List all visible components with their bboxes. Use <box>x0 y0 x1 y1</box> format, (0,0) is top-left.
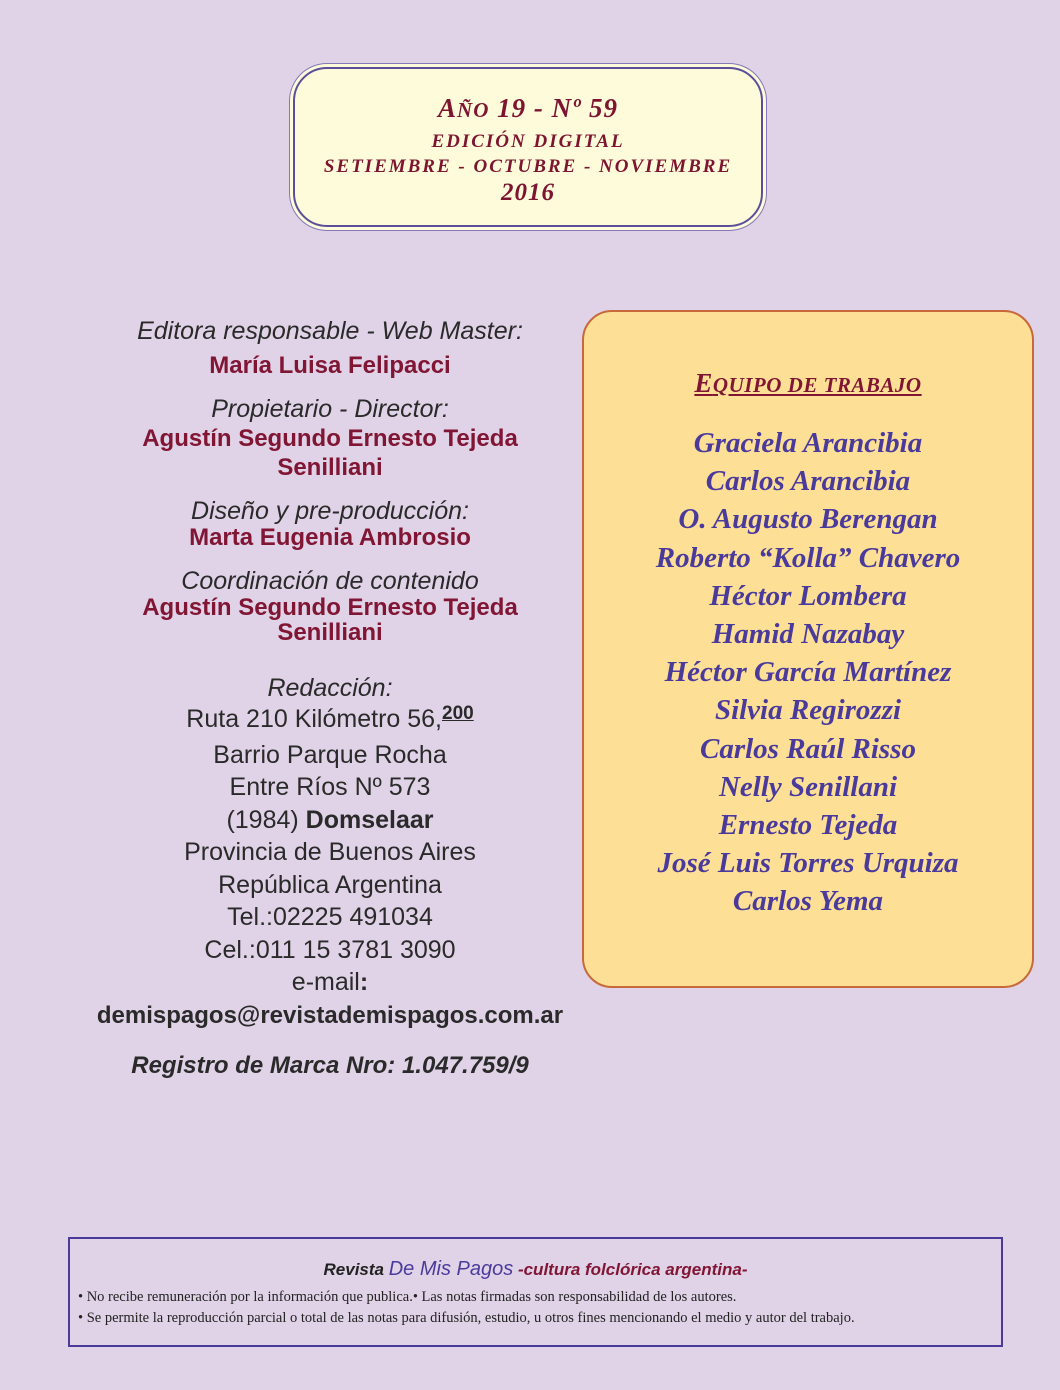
footer-tagline: -cultura folclórica argentina- <box>513 1260 748 1279</box>
team-heading <box>584 368 1032 399</box>
footer-title <box>70 1258 1001 1281</box>
footer-magazine-name: De Mis Pagos <box>388 1258 514 1280</box>
team-member: Graciela Arancibia <box>693 427 923 459</box>
team-member: José Luis Torres Urquiza <box>657 847 959 880</box>
team-panel <box>582 310 1034 988</box>
design-name: Marta Eugenia Ambrosio <box>189 524 471 551</box>
footer-revista: Revista <box>323 1260 389 1279</box>
content-name-1: Agustín Segundo Ernesto Tejeda <box>142 594 518 621</box>
team-member: O. Augusto Berengan <box>678 503 938 536</box>
email-colon: : <box>359 968 369 996</box>
address-street: Entre Ríos Nº 573 <box>229 773 431 801</box>
team-member: Ernesto Tejeda <box>718 809 898 842</box>
team-member: Silvia Regirozzi <box>714 694 902 727</box>
address-province: Provincia de Buenos Aires <box>184 838 476 866</box>
team-list <box>584 424 1032 921</box>
credits-column <box>70 316 590 1081</box>
design-role: Diseño y pre-producción: <box>191 497 469 525</box>
address-country: República Argentina <box>218 870 442 899</box>
team-member: Héctor García Martínez <box>664 656 952 689</box>
team-member: Carlos Yema <box>732 885 884 918</box>
email-label-line <box>70 966 590 999</box>
address-city: Domselaar <box>305 805 434 834</box>
edition-box <box>293 67 763 227</box>
owner-role: Propietario - Director: <box>211 395 449 423</box>
address-postal: (1984) <box>226 805 306 834</box>
email-address[interactable]: demispagos@revistademispagos.com.ar <box>96 1001 564 1029</box>
phone: Tel.:02225 491034 <box>227 903 433 931</box>
footer-notes <box>78 1287 855 1329</box>
address-route <box>70 703 590 739</box>
owner-name-2: Senilliani <box>277 454 383 481</box>
edition-year: 2016 <box>501 179 555 206</box>
edition-digital: EDICIÓN DIGITAL <box>431 131 625 152</box>
address-route-text: Ruta 210 Kilómetro 56, <box>186 705 442 733</box>
team-heading-rest: QUIPO DE TRABAJO <box>712 373 922 397</box>
team-member: Nelly Senillani <box>718 770 898 803</box>
editor-role: Editora responsable - Web Master: <box>137 317 523 345</box>
year-prefix: A <box>438 93 458 123</box>
issue-number: 19 - Nº 59 <box>497 93 618 123</box>
team-member: Héctor Lombera <box>709 579 907 612</box>
team-member: Roberto “Kolla” Chavero <box>655 541 961 574</box>
brand-registry: Registro de Marca Nro: 1.047.759/9 <box>131 1051 529 1079</box>
address-route-superscript: 200 <box>442 703 474 724</box>
redaction-role: Redacción: <box>267 674 393 702</box>
owner-name-1: Agustín Segundo Ernesto Tejeda <box>142 425 518 452</box>
mobile: Cel.:011 15 3781 3090 <box>204 935 456 964</box>
editor-name: María Luisa Felipacci <box>209 352 451 379</box>
address-postal-city <box>70 804 590 837</box>
team-heading-initial: E <box>694 368 713 398</box>
team-member: Carlos Arancibia <box>705 465 911 498</box>
team-member: Carlos Raúl Risso <box>700 732 916 765</box>
address-block <box>70 703 590 999</box>
email-label: e-mail <box>291 968 360 996</box>
address-barrio: Barrio Parque Rocha <box>213 740 447 769</box>
edition-months: SETIEMBRE - OCTUBRE - NOVIEMBRE <box>323 156 733 177</box>
footer-note: • Se permite la reproducción parcial o total de las notas para difusión, estudio, u otros fines mencionando el medio y autor del trabajo. <box>78 1310 855 1326</box>
footer-note: • No recibe remuneración por la información que publica.• Las notas firmadas son responsabilidad de los autores. <box>78 1289 737 1305</box>
content-name-2: Senilliani <box>277 619 383 646</box>
footer-notice <box>68 1237 1003 1347</box>
edition-issue <box>295 93 761 124</box>
year-label: ÑO <box>457 98 490 122</box>
team-member: Hamid Nazabay <box>711 618 905 651</box>
content-role: Coordinación de contenido <box>181 567 479 595</box>
